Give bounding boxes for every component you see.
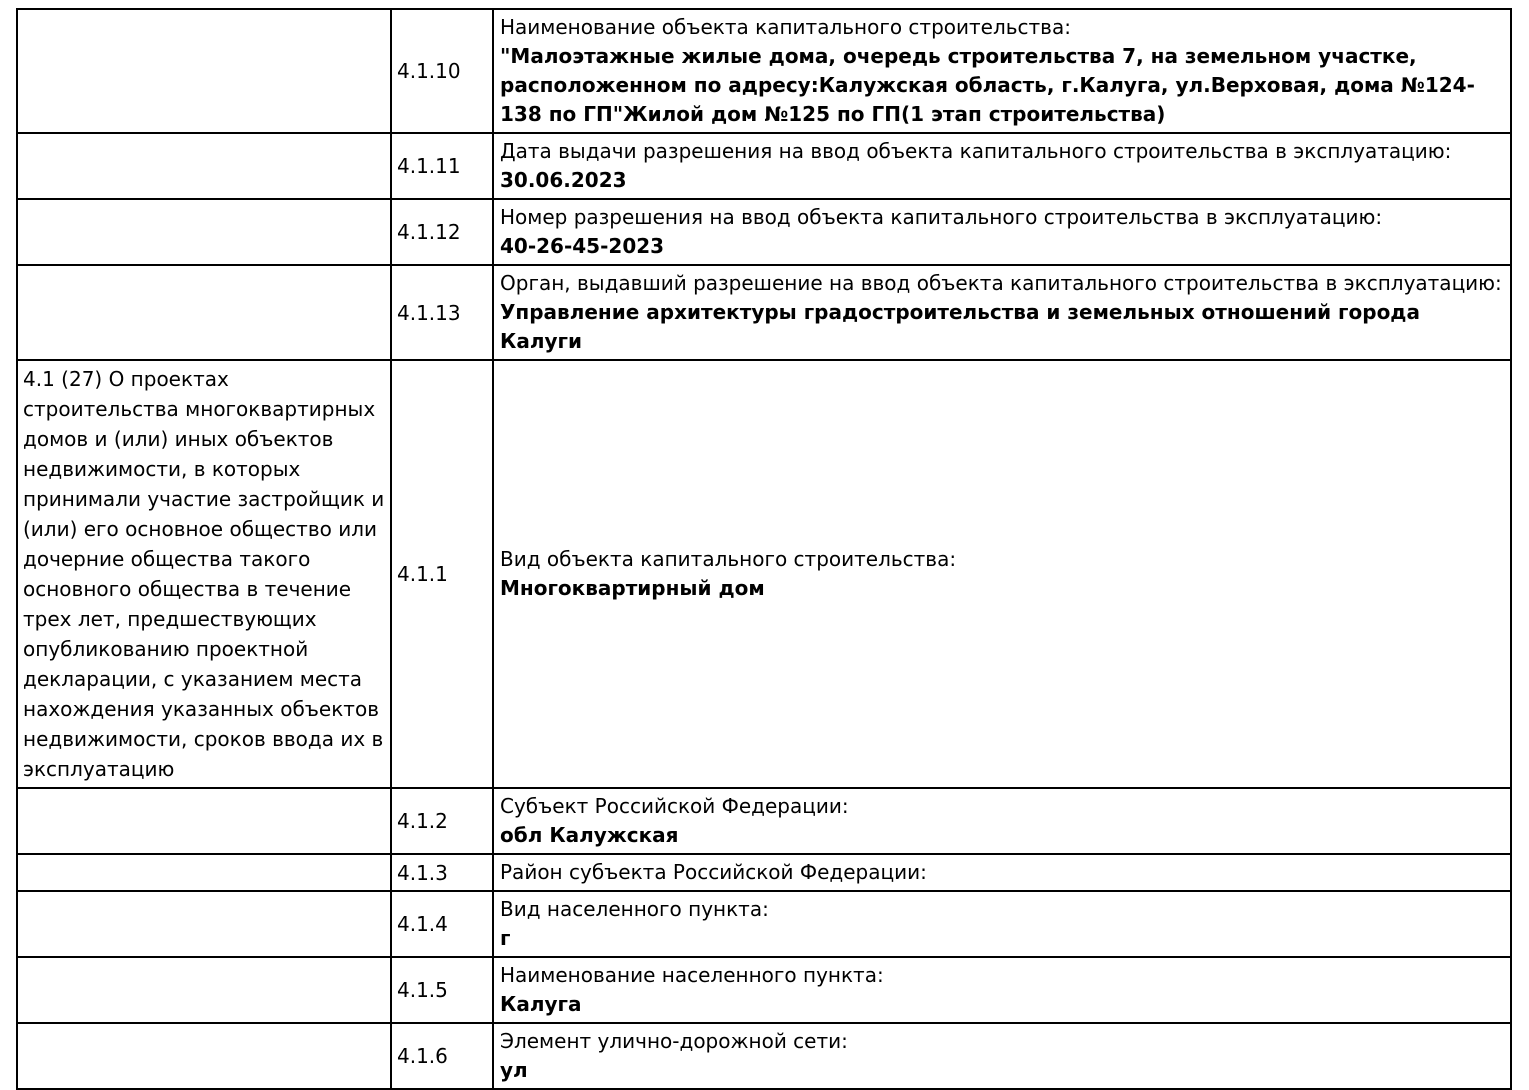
table-row	[17, 957, 1511, 1023]
field-label: Район субъекта Российской Федерации:	[500, 860, 927, 884]
row-code: 4.1.13	[391, 265, 493, 360]
field-label: Вид объекта капитального строительства:	[500, 547, 957, 571]
row-content	[493, 957, 1511, 1023]
section-cell-empty	[17, 9, 391, 133]
row-code: 4.1.10	[391, 9, 493, 133]
field-label: Элемент улично-дорожной сети:	[500, 1029, 848, 1053]
row-code: 4.1.3	[391, 854, 493, 891]
field-value: 40-26-45-2023	[500, 234, 665, 258]
field-value: Управление архитектуры градостроительства и земельных отношений города Калуги	[500, 300, 1420, 353]
field-value: Калуга	[500, 992, 582, 1016]
row-code: 4.1.11	[391, 133, 493, 199]
field-label: Субъект Российской Федерации:	[500, 794, 849, 818]
table-row	[17, 360, 1511, 788]
table-row	[17, 854, 1511, 891]
table-row	[17, 199, 1511, 265]
field-value: обл Калужская	[500, 823, 679, 847]
section-label-cell	[17, 360, 391, 788]
row-code: 4.1.1	[391, 360, 493, 788]
section-cell-empty	[17, 265, 391, 360]
row-content	[493, 199, 1511, 265]
section-cell-empty	[17, 854, 391, 891]
row-content	[493, 891, 1511, 957]
row-code: 4.1.5	[391, 957, 493, 1023]
table-row	[17, 788, 1511, 854]
field-value: 30.06.2023	[500, 168, 627, 192]
row-content	[493, 9, 1511, 133]
table-row	[17, 265, 1511, 360]
field-label: Номер разрешения на ввод объекта капитального строительства в эксплуатацию:	[500, 205, 1383, 229]
row-content	[493, 133, 1511, 199]
field-value: ул	[500, 1058, 528, 1082]
section-cell-empty	[17, 891, 391, 957]
declaration-table	[16, 8, 1512, 1090]
field-value: г	[500, 926, 511, 950]
row-code: 4.1.6	[391, 1023, 493, 1089]
field-label: Орган, выдавший разрешение на ввод объекта капитального строительства в эксплуатацию:	[500, 271, 1502, 295]
section-cell-empty	[17, 199, 391, 265]
row-code: 4.1.12	[391, 199, 493, 265]
row-content	[493, 265, 1511, 360]
field-label: Наименование населенного пункта:	[500, 963, 884, 987]
row-content	[493, 1023, 1511, 1089]
row-code: 4.1.2	[391, 788, 493, 854]
table-row	[17, 133, 1511, 199]
table-row	[17, 891, 1511, 957]
row-content	[493, 854, 1511, 891]
section-cell-empty	[17, 1023, 391, 1089]
row-code: 4.1.4	[391, 891, 493, 957]
field-label: Дата выдачи разрешения на ввод объекта капитального строительства в эксплуатацию:	[500, 139, 1452, 163]
field-label: Наименование объекта капитального строительства:	[500, 15, 1071, 39]
field-label: Вид населенного пункта:	[500, 897, 769, 921]
section-cell-empty	[17, 957, 391, 1023]
row-content	[493, 788, 1511, 854]
row-content	[493, 360, 1511, 788]
field-value: "Малоэтажные жилые дома, очередь строительства 7, на земельном участке, расположенном по адресу:Калужская область, г.Калуга, ул.Верховая, дома №124-138 по ГП"Жилой дом №125 по ГП(1 этап строительства)	[500, 44, 1475, 126]
field-value: Многоквартирный дом	[500, 576, 765, 600]
table-row	[17, 1023, 1511, 1089]
section-cell-empty	[17, 788, 391, 854]
section-label: 4.1 (27) О проектах строительства многоквартирных домов и (или) иных объектов недвижимости, в которых принимали участие застройщик и (или) его основное общество или дочерние общества такого основного общества в течение трех лет, предшествующих опубликованию проектной декларации, с указанием места нахождения указанных объектов недвижимости, сроков ввода их в эксплуатацию	[23, 367, 385, 781]
table-row	[17, 9, 1511, 133]
section-cell-empty	[17, 133, 391, 199]
